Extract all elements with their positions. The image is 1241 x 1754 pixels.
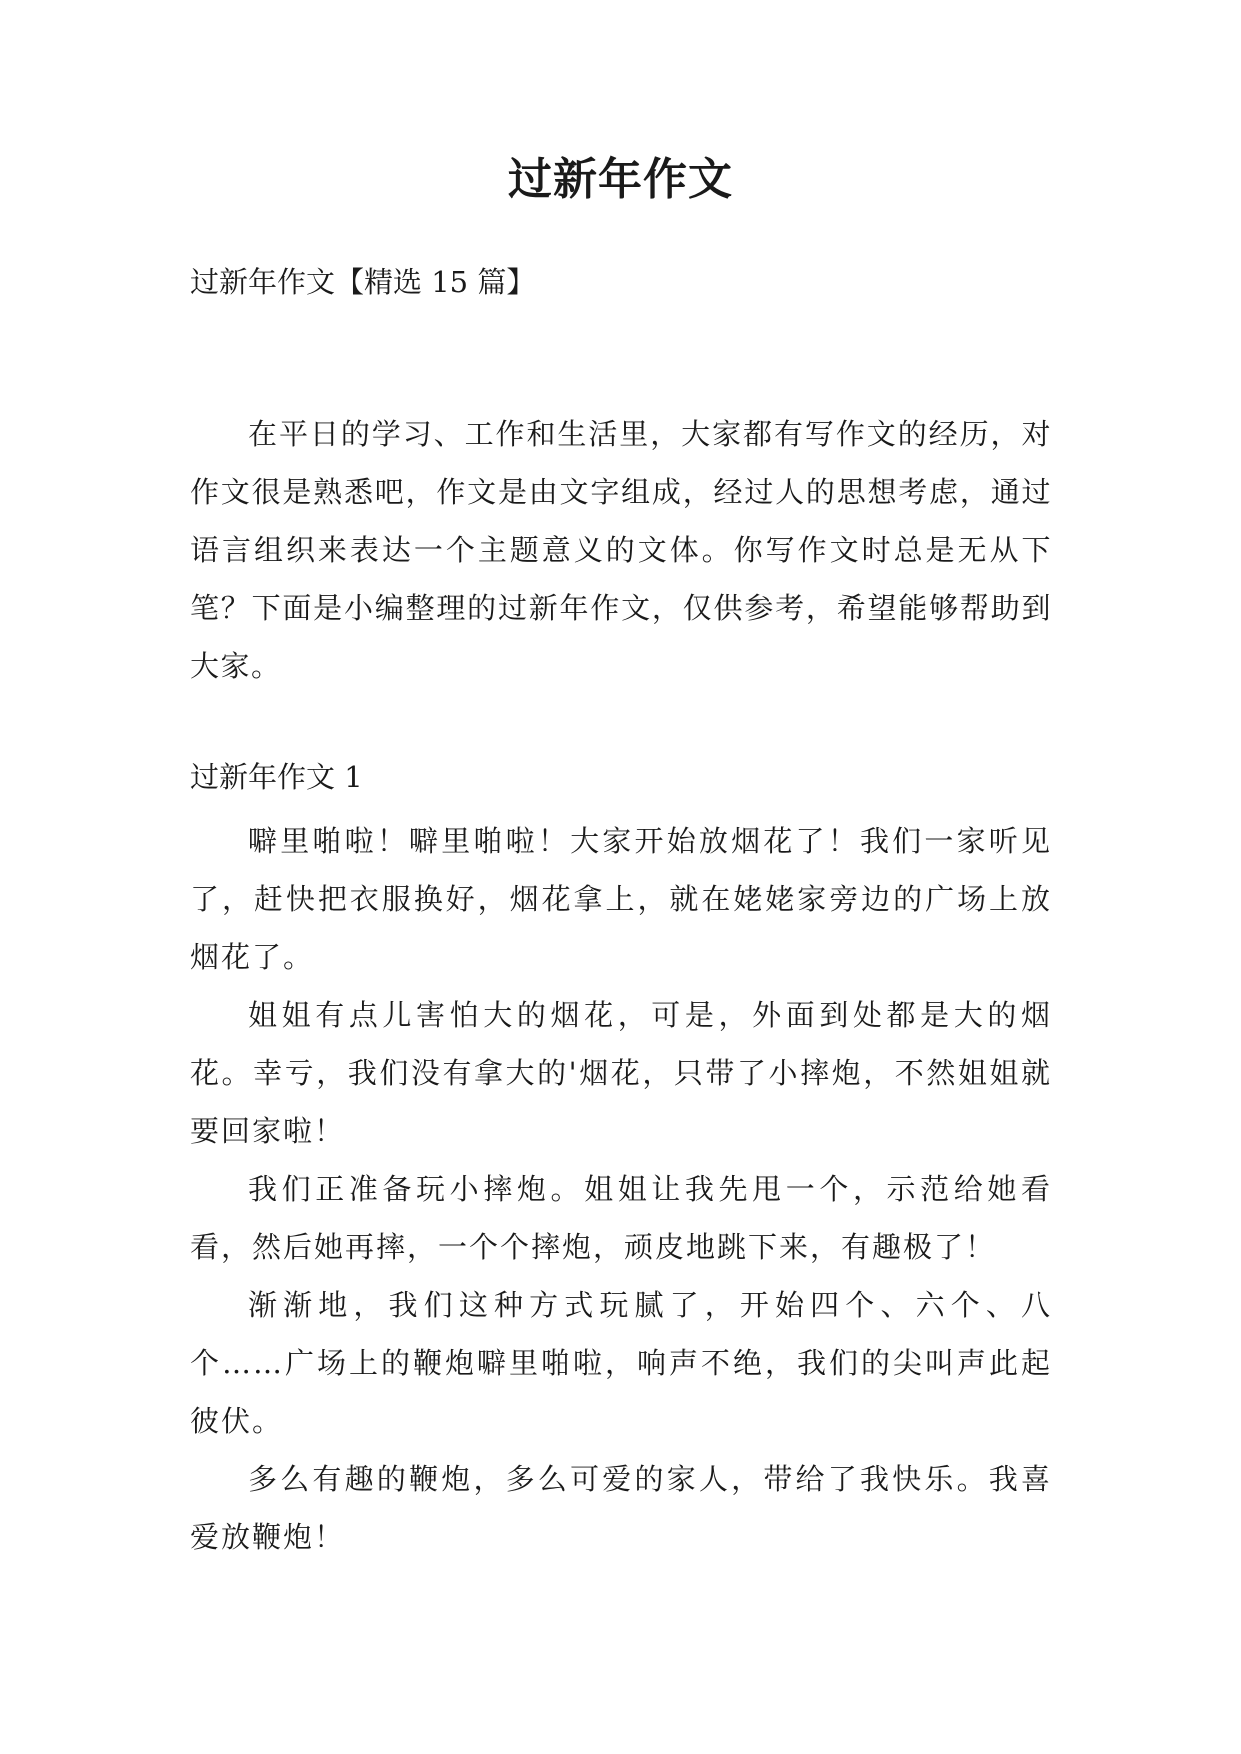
page-title: 过新年作文 [508,154,733,205]
document-subtitle: 过新年作文【精选 15 篇】 [190,265,536,299]
essay-paragraph-2: 姐姐有点儿害怕大的烟花，可是，外面到处都是大的烟花。幸亏，我们没有拿大的'烟花，只带了小摔炮，不然姐姐就要回家啦！ [190,998,1052,1148]
essay-paragraph-5: 多么有趣的鞭炮，多么可爱的家人，带给了我快乐。我喜爱放鞭炮！ [190,1462,1052,1554]
essay-paragraph-4: 渐渐地，我们这种方式玩腻了，开始四个、六个、八个……广场上的鞭炮噼里啪啦，响声不绝，我们的尖叫声此起彼伏。 [190,1288,1052,1438]
section-heading: 过新年作文 1 [190,760,363,794]
essay-body [190,812,1052,1566]
essay-paragraph-1: 噼里啪啦！噼里啪啦！大家开始放烟花了！我们一家听见了，赶快把衣服换好，烟花拿上，就在姥姥家旁边的广场上放烟花了。 [190,824,1052,974]
essay-paragraph-3: 我们正准备玩小摔炮。姐姐让我先甩一个，示范给她看看，然后她再摔，一个个摔炮，顽皮地跳下来，有趣极了！ [190,1172,1052,1264]
intro-paragraph: 在平日的学习、工作和生活里，大家都有写作文的经历，对作文很是熟悉吧，作文是由文字组成，经过人的思想考虑，通过语言组织来表达一个主题意义的文体。你写作文时总是无从下笔？下面是小编整理的过新年作文，仅供参考，希望能够帮助到大家。 [190,417,1052,683]
